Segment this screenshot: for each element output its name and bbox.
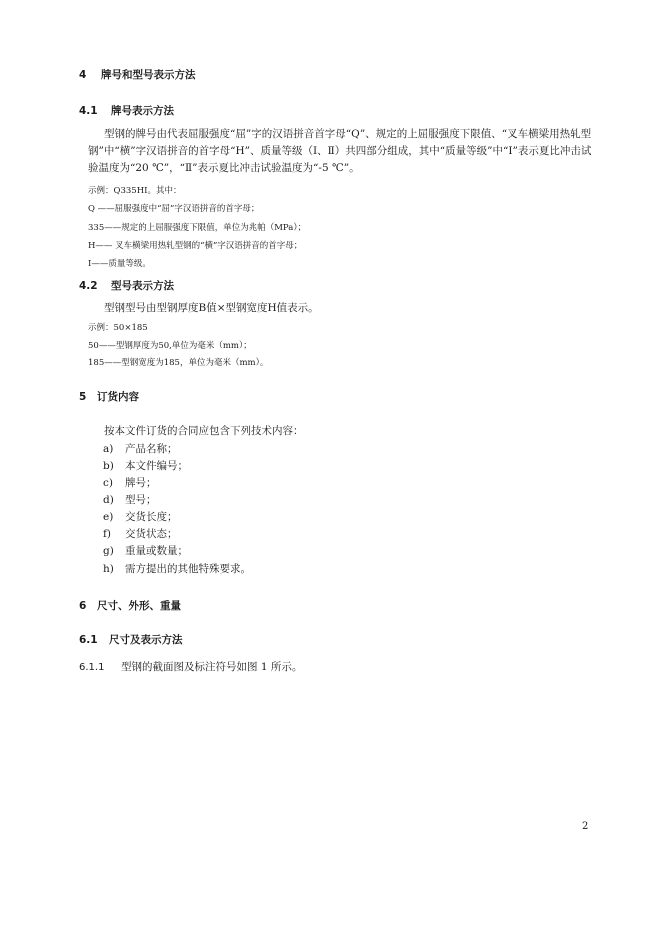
section-title: 牌号表示方法: [111, 105, 174, 117]
page-number: 2: [582, 821, 589, 832]
section-4-2-heading: [79, 278, 174, 293]
list-item: g) 重量或数量；: [103, 545, 188, 557]
example-item: 335——规定的上屈服强度下限值，单位为兆帕（MPa）；: [88, 223, 307, 233]
section-4-1-paragraph: 型钢的牌号由代表屈服强度“屈”字的汉语拼音首字母“Q”、规定的上屈服强度下限值、“叉车横梁用热轧型钢”中“横”字汉语拼音的首字母“H”、质量等级（Ⅰ、Ⅱ）共四部分组成，其中“质量等级”中“Ⅰ”表示夏比冲击试验温度为“20 ℃”，“Ⅱ”表示夏比冲击试验温度为“-5 ℃”。: [88, 128, 592, 174]
section-4-1-example: 示例：Q335HⅠ。其中：: [88, 186, 182, 196]
section-number: 4.1: [79, 105, 98, 117]
list-item: d) 型号；: [103, 494, 157, 506]
list-item: f) 交货状态；: [103, 528, 178, 540]
section-4-2-example: 示例：50×185: [88, 323, 148, 333]
section-number: 6.1: [79, 634, 98, 646]
section-6-heading: [79, 598, 181, 613]
list-item: e) 交货长度；: [103, 511, 178, 523]
example-item: Q ——屈服强度中“屈”字汉语拼音的首字母；: [88, 204, 260, 214]
list-item: h) 需方提出的其他特殊要求。: [103, 563, 251, 575]
section-number: 6.1.1: [79, 662, 105, 673]
section-6-1-heading: [79, 632, 183, 647]
section-title: 订货内容: [97, 391, 139, 403]
section-number: 5: [79, 391, 87, 403]
section-5-heading: [79, 389, 139, 404]
section-title: 尺寸、外形、重量: [97, 600, 181, 612]
example-item: 50——型钢厚度为50,单位为毫米（mm）；: [88, 341, 252, 351]
section-4-heading: [79, 67, 196, 82]
section-number: 4: [79, 69, 87, 81]
example-item: H—— 叉车横梁用热轧型钢的“横”字汉语拼音的首字母；: [88, 241, 303, 251]
section-6-1-1-paragraph: 6.1.1 型钢的截面图及标注符号如图 1 所示。: [79, 661, 303, 673]
list-item: c) 牌号；: [103, 477, 157, 489]
section-4-2-paragraph: 型钢型号由型钢厚度B值×型钢宽度H值表示。: [104, 302, 319, 314]
section-5-intro: 按本文件订货的合同应包含下列技术内容：: [104, 425, 304, 437]
list-item: a) 产品名称；: [103, 443, 178, 455]
section-number: 4.2: [79, 280, 98, 292]
section-title: 型号表示方法: [111, 280, 174, 292]
section-number: 6: [79, 600, 87, 612]
example-item: 185——型钢宽度为185，单位为毫米（mm）。: [88, 358, 269, 368]
section-title: 尺寸及表示方法: [109, 634, 183, 646]
section-title: 牌号和型号表示方法: [101, 69, 196, 81]
example-item: Ⅰ——质量等级。: [88, 259, 151, 269]
list-item: b) 本文件编号；: [103, 460, 188, 472]
section-4-1-heading: [79, 103, 174, 118]
